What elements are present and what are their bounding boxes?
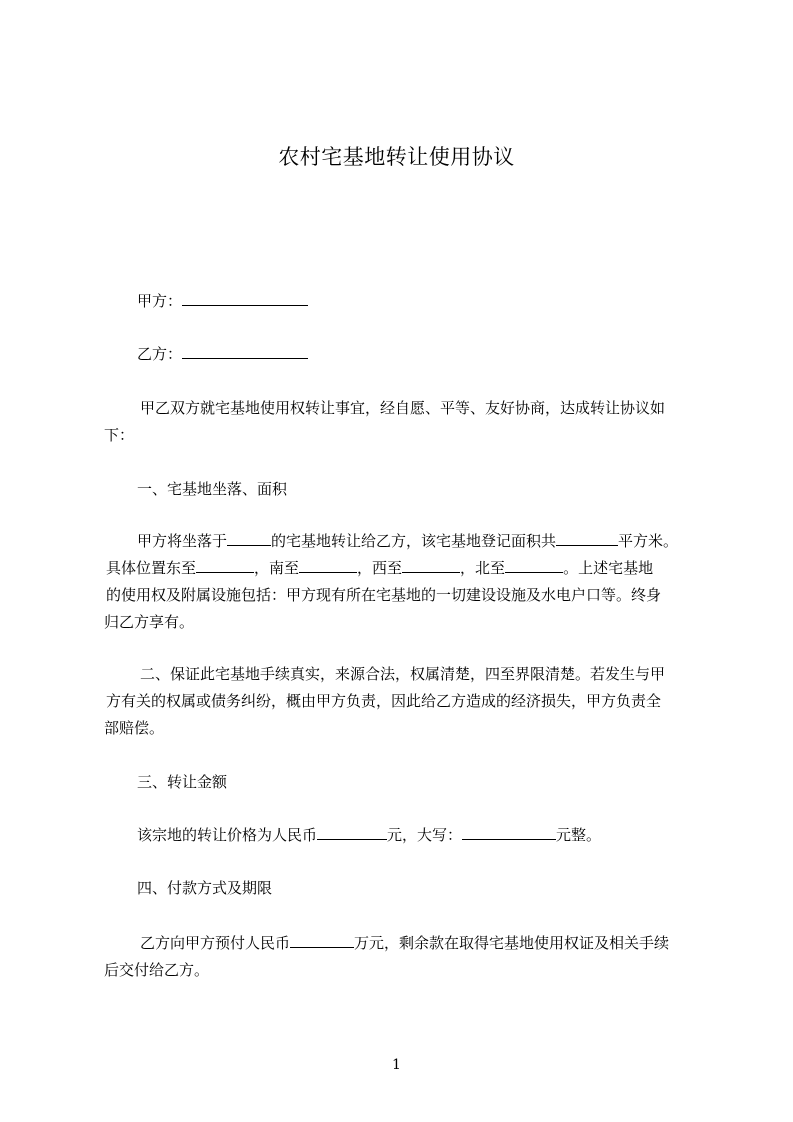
section4-heading: 四、付款方式及期限 [137,879,273,897]
section1-line-1 [137,531,678,551]
intro-line-1: 甲乙双方就宅基地使用权转让事宜，经自愿、平等、友好协商，达成转让协议如 [140,399,666,417]
section3-heading: 三、转让金额 [137,773,228,791]
section1-text-tail: 。上述宅基地 [563,559,654,577]
party-b-label: 乙方： [137,345,183,363]
section1-line-3: 的使用权及附属设施包括：甲方现有所在宅基地的一切建设设施及水电户口等。终身 [106,586,662,604]
party-a-blank [182,292,308,306]
price-words-label: 元，大写： [387,826,463,844]
party-b-line [137,344,308,364]
area-blank [556,532,618,546]
price-words-blank [462,826,556,840]
section1-line-2 [106,558,653,578]
section4-line-2: 后交付给乙方。 [104,961,210,979]
price-label: 该宗地的转让价格为人民币 [137,826,318,844]
page-number: 1 [392,1057,401,1073]
south-blank [299,559,357,573]
party-a-label: 甲方： [137,292,183,310]
section3-line [137,825,601,845]
price-number-blank [317,826,387,840]
section2-line-3: 部赔偿。 [104,719,165,737]
north-label: ，北至 [460,559,506,577]
section1-heading: 一、宅基地坐落、面积 [137,480,288,498]
north-blank [505,559,563,573]
prepay-label: 乙方向甲方预付人民币 [140,934,291,952]
east-label: 具体位置东至 [106,559,197,577]
west-blank [402,559,460,573]
section2-line-1: 二、保证此宅基地手续真实，来源合法，权属清楚，四至界限清楚。若发生与甲 [140,665,666,683]
party-b-blank [182,345,308,359]
section4-line-1 [140,933,669,953]
party-a-line [137,291,308,311]
price-tail: 元整。 [556,826,602,844]
section1-text-area: 的宅基地转让给乙方，该宅基地登记面积共 [271,532,557,550]
section2-line-2: 方有关的权属或债务纠纷，概由甲方负责，因此给乙方造成的经济损失，甲方负责全 [106,692,662,710]
south-label: ，南至 [254,559,300,577]
prepay-blank [290,934,354,948]
location-blank [227,532,271,546]
prepay-tail: 万元，剩余款在取得宅基地使用权证及相关手续 [354,934,670,952]
document-title: 农村宅基地转让使用协议 [278,145,515,169]
section1-text-location: 甲方将坐落于 [137,532,228,550]
section1-line-4: 归乙方享有。 [104,613,195,631]
intro-line-2: 下： [104,426,135,444]
section1-text-unit: 平方米。 [618,532,679,550]
east-blank [196,559,254,573]
west-label: ，西至 [357,559,403,577]
